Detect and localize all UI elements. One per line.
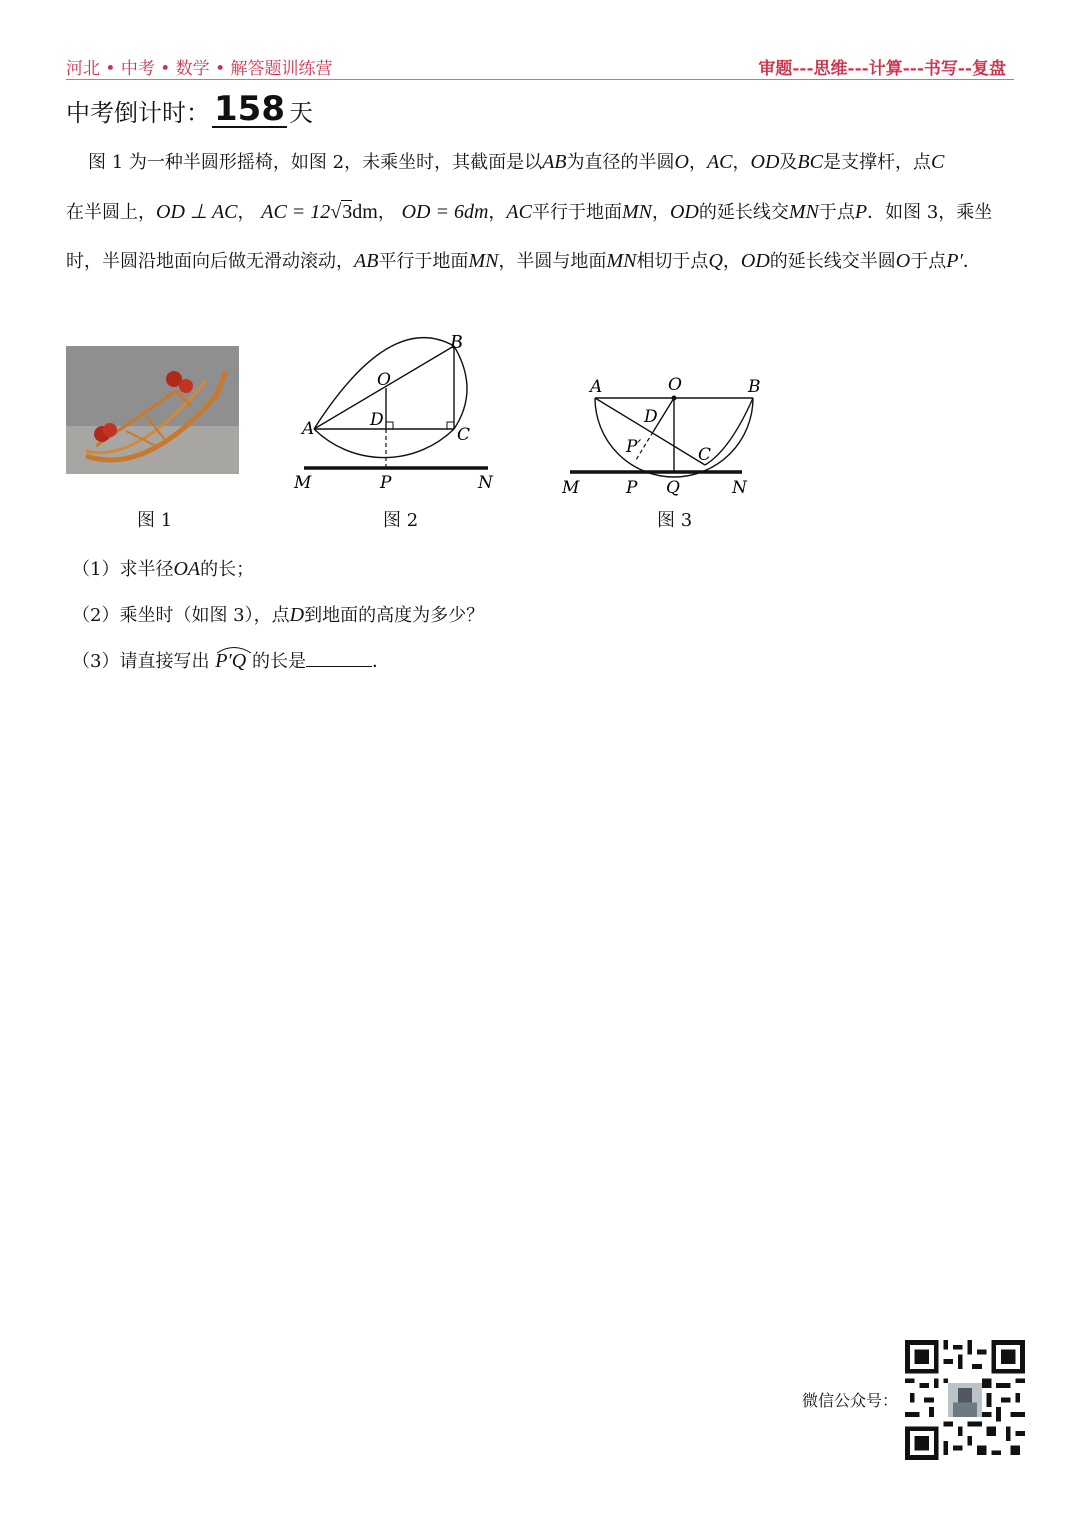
question-2: （2）乘坐时（如图 3），点D到地面的高度为多少？ <box>72 604 485 626</box>
header-divider <box>66 79 1014 80</box>
question-1: （1）求半径OA的长； <box>72 558 255 580</box>
countdown-days: 158 <box>214 89 285 129</box>
figure-2-caption: 图 2 <box>383 510 419 531</box>
svg-text:D: D <box>370 410 384 430</box>
svg-text:C: C <box>457 425 471 445</box>
svg-text:N: N <box>478 473 493 493</box>
svg-text:O: O <box>668 375 682 395</box>
svg-text:P: P <box>626 478 638 498</box>
svg-text:Q: Q <box>666 478 680 498</box>
figure-3-diagram <box>560 370 770 500</box>
header-motto: 审题---思维---计算---书写--复盘 <box>758 59 1006 79</box>
countdown-suffix: 天 <box>288 99 313 127</box>
wechat-label: 微信公众号： <box>802 1391 899 1410</box>
question-3: （3）请直接写出 P′Q 的长是 ． <box>72 640 484 686</box>
svg-text:B: B <box>450 331 463 353</box>
svg-text:D: D <box>644 407 658 427</box>
problem-statement: 图 1 为一种半圆形摇椅，如图 2，未乘坐时，其截面是以AB为直径的半圆O，AC，OD及BC是支撑杆，点C 在半圆上，OD ⊥ AC， AC = 12√3dm， OD = 6dm，AC平行于地面MN，OD的延长线交MN于点P．如图 3，乘坐时，半圆沿地面向后做无滑动滚动，AB平行于地面MN，半圆与地面MN相切于点Q，OD的延长线交半圆O于点P′． <box>66 151 993 272</box>
arc-pq-notation: P′Q <box>215 640 246 683</box>
svg-text:P′: P′ <box>626 437 642 457</box>
figures-row <box>0 330 1080 540</box>
header-title: 河北 • 中考 • 数学 • 解答题训练营 <box>66 59 333 79</box>
figure-3-caption: 图 3 <box>657 510 693 531</box>
figure-1-caption: 图 1 <box>137 510 173 531</box>
svg-text:M: M <box>294 473 312 493</box>
qr-code-image <box>905 1340 1025 1460</box>
svg-text:P: P <box>380 473 392 493</box>
figure-2-diagram <box>290 330 510 500</box>
svg-text:C: C <box>698 445 712 465</box>
answer-blank <box>306 650 372 667</box>
svg-text:A: A <box>590 377 603 397</box>
countdown <box>66 89 313 129</box>
svg-text:A: A <box>302 419 315 439</box>
svg-text:B: B <box>748 377 761 397</box>
svg-text:O: O <box>377 370 391 390</box>
svg-text:M: M <box>562 478 580 498</box>
questions-list <box>72 548 484 686</box>
rocking-chair-photo <box>66 346 239 474</box>
svg-text:N: N <box>732 478 747 498</box>
countdown-prefix: 中考倒计时： <box>66 99 210 127</box>
